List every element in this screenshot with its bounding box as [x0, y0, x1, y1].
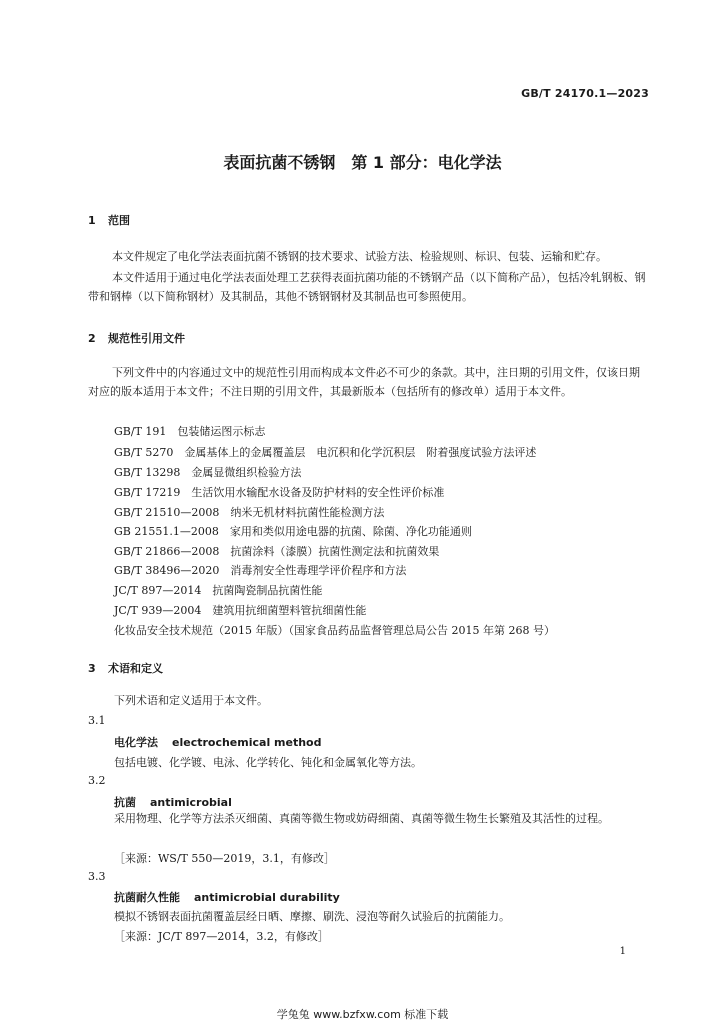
term-title	[114, 734, 321, 750]
scope-paragraph-2: 本文件适用于通过电化学法表面处理工艺获得表面抗菌功能的不锈钢产品（以下简称产品），包括冷轧钢板、钢带和钢棒（以下简称钢材）及其制品，其他不锈钢钢材及其制品也可参照使用。	[88, 271, 646, 303]
section-heading-normative	[88, 330, 185, 346]
terms-intro: 下列术语和定义适用于本文件。	[114, 694, 268, 707]
reference-item: GB/T 5270 金属基体上的金属覆盖层 电沉积和化学沉积层 附着强度试验方法评述	[114, 446, 537, 459]
term-title	[114, 794, 232, 810]
reference-item: GB/T 38496—2020 消毒剂安全性毒理学评价程序和方法	[114, 564, 407, 577]
term-number: 3.2	[88, 774, 106, 787]
reference-item: JC/T 939—2004 建筑用抗细菌塑料管抗细菌性能	[114, 604, 367, 617]
scope-paragraph-1: 本文件规定了电化学法表面抗菌不锈钢的技术要求、试验方法、检验规则、标识、包装、运输和贮存。	[112, 250, 607, 263]
document-title: 表面抗菌不锈钢 第 1 部分：电化学法	[223, 153, 502, 172]
term-zh: 抗菌	[114, 796, 136, 809]
reference-item: GB 21551.1—2008 家用和类似用途电器的抗菌、除菌、净化功能通则	[114, 525, 472, 538]
normative-intro: 下列文件中的内容通过文中的规范性引用而构成本文件必不可少的条款。其中，注日期的引用文件，仅该日期对应的版本适用于本文件；不注日期的引用文件，其最新版本（包括所有的修改单）适用于本文件。	[88, 366, 640, 398]
reference-item: 化妆品安全技术规范（2015 年版）（国家食品药品监督管理总局公告 2015 年第 268 号）	[114, 624, 555, 637]
section-title: 范围	[108, 214, 130, 227]
section-title: 术语和定义	[108, 662, 163, 675]
term-source: ［来源：JC/T 897—2014，3.2，有修改］	[114, 930, 329, 943]
section-number: 2	[88, 332, 96, 345]
term-zh: 抗菌耐久性能	[114, 891, 180, 904]
term-definition: 采用物理、化学等方法杀灭细菌、真菌等微生物或妨碍细菌、真菌等微生物生长繁殖及其活性的过程。	[114, 812, 609, 825]
term-en: electrochemical method	[172, 736, 322, 749]
reference-item: GB/T 21866—2008 抗菌涂料（漆膜）抗菌性测定法和抗菌效果	[114, 545, 440, 558]
reference-item: GB/T 191 包装储运图示标志	[114, 425, 266, 438]
section-number: 1	[88, 214, 96, 227]
reference-item: GB/T 17219 生活饮用水输配水设备及防护材料的安全性评价标准	[114, 486, 445, 499]
section-heading-scope	[88, 212, 130, 228]
footer-watermark: 学兔兔 www.bzfxw.com 标准下载	[276, 1008, 449, 1021]
term-title	[114, 889, 340, 905]
section-number: 3	[88, 662, 96, 675]
page-number: 1	[619, 946, 626, 957]
term-number: 3.1	[88, 714, 106, 727]
term-source: ［来源：WS/T 550—2019，3.1，有修改］	[114, 852, 335, 865]
term-en: antimicrobial durability	[194, 891, 340, 904]
reference-item: JC/T 897—2014 抗菌陶瓷制品抗菌性能	[114, 584, 323, 597]
reference-item: GB/T 21510—2008 纳米无机材料抗菌性能检测方法	[114, 506, 385, 519]
term-definition: 包括电镀、化学镀、电泳、化学转化、钝化和金属氧化等方法。	[114, 756, 422, 769]
term-en: antimicrobial	[150, 796, 232, 809]
standard-code: GB/T 24170.1—2023	[521, 87, 649, 100]
section-heading-terms	[88, 660, 163, 676]
section-title: 规范性引用文件	[108, 332, 185, 345]
term-number: 3.3	[88, 870, 106, 883]
reference-item: GB/T 13298 金属显微组织检验方法	[114, 466, 302, 479]
term-zh: 电化学法	[114, 736, 158, 749]
term-definition: 模拟不锈钢表面抗菌覆盖层经日晒、摩擦、刷洗、浸泡等耐久试验后的抗菌能力。	[114, 910, 510, 923]
